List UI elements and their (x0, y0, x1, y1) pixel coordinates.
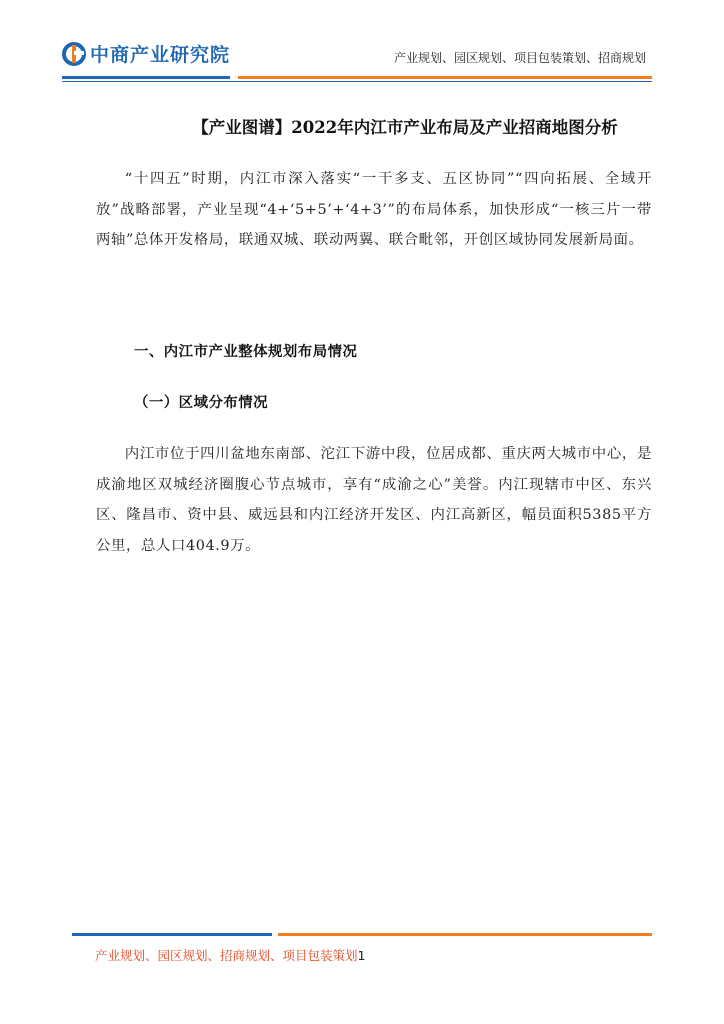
subsection-heading: （一）区域分布情况 (134, 394, 269, 411)
brand-logo (62, 40, 230, 67)
intro-paragraph: “十四五”时期，内江市深入落实“一干多支、五区协同”“四向拓展、全域开放”战略部署，产业呈现“4+‘5+5’+‘4+3’”的布局体系，加快形成“一核三片一带两轴”总体开发格局，联通双城、联动两翼、联合毗邻，开创区域协同发展新局面。 (96, 171, 652, 248)
footer (95, 946, 365, 964)
page-number: 1 (357, 948, 366, 963)
document-title: 【产业图谱】2022年内江市产业布局及产业招商地图分析 (192, 118, 618, 137)
company-logo-icon (62, 42, 86, 66)
footer-divider-blue (72, 933, 272, 936)
logo-text: 中商产业研究院 (90, 44, 231, 66)
footer-text: 产业规划、园区规划、招商规划、项目包装策划 (95, 948, 358, 963)
header-divider-orange (238, 76, 652, 79)
region-paragraph: 内江市位于四川盆地东南部、沱江下游中段，位居成都、重庆两大城市中心，是成渝地区双城经济圈腹心节点城市，享有“成渝之心”美誉。内江现辖市中区、东兴区、隆昌市、资中县、威远县和内江经济开发区、内江高新区，幅员面积5385平方公里，总人口404.9万。 (96, 446, 652, 554)
header-divider-blue (62, 76, 230, 79)
header-divider-thin (62, 81, 652, 82)
section-heading: 一、内江市产业整体规划布局情况 (134, 343, 358, 360)
header-tagline: 产业规划、园区规划、项目包装策划、招商规划 (393, 51, 646, 65)
footer-divider-orange (278, 933, 652, 936)
